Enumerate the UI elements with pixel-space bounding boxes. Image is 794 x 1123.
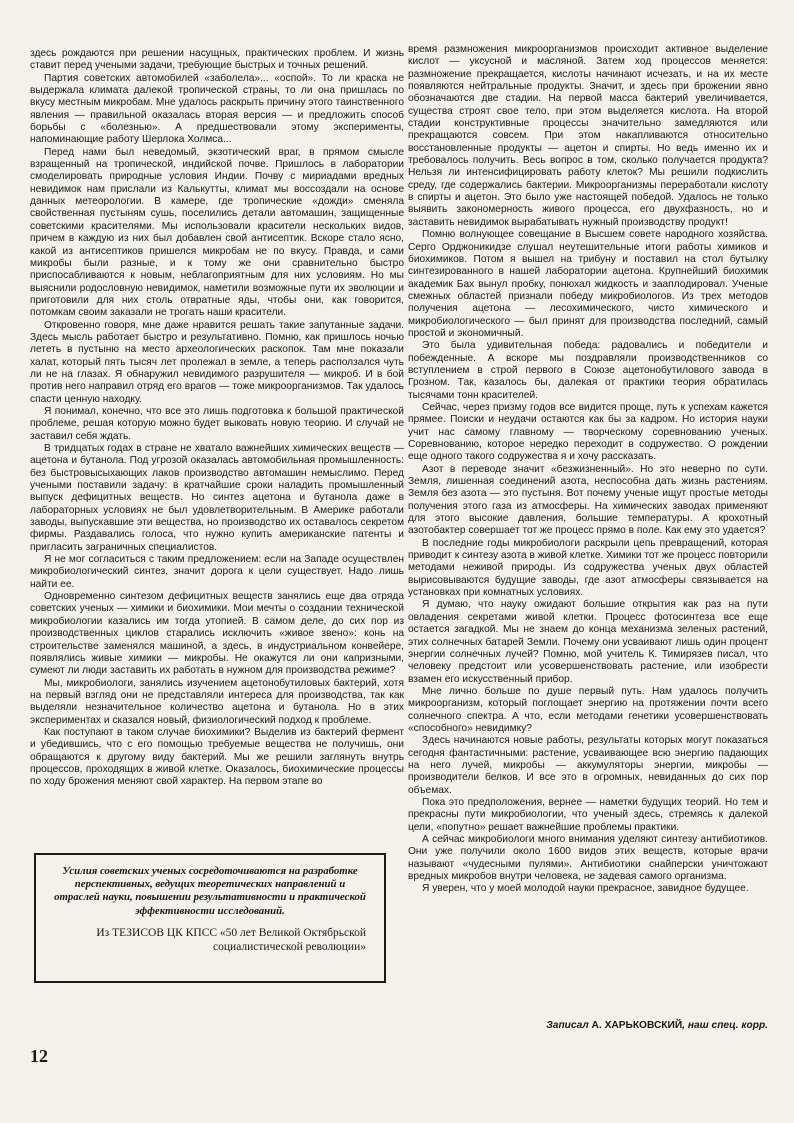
paragraph: Мне лично больше по душе первый путь. Нам удалось получить микроорганизм, который поглощает энергию на протяжении почти всего солнечного спектра. А что, если методами генетики усовершенствовать «способного» невидимку? [408, 685, 768, 734]
paragraph: Одновременно синтезом дефицитных веществ занялись еще два отряда советских ученых — химики и биохимики. Мои мечты о создании технической микробиологии казались им тогда утопией. В самом деле, до сих пор из производственных циклов старались исключить «живое звено»: конь на строительстве заменялся машиной, а здесь, в индустриальном конвейере, появлялись живые химики — микробы. Не окажутся ли они капризными, сумеют ли люди заставить их работать в нужном для производства режиме? [30, 591, 404, 677]
credit-name: А. ХАРЬКОВСКИЙ [591, 1020, 683, 1031]
quote-source: Из ТЕЗИСОВ ЦК КПСС «50 лет Великой Октябрьской социалистической революции» [96, 926, 366, 953]
paragraph: время размножения микроорганизмов происходит активное выделение кислот — уксусной и масляной. Затем ход процессов меняется: размножение прекращается, кислоты начинают исчезать, и на их месте появляются нейтральные продукты. Значит, и здесь при брожении явно обозначаются две стадии. На первой масса бактерий увеличивается, существа строят свое тело, при этом выделяется кислота. На второй стадии конструктивные процессы значительно замедляются или прекращаются совсем. При этом накапливаются относительно восстановленные продукты — ацетон и спирты. Но ведь именно их и требовалось получить. Весь вопрос в том, сколько получается продукта? Нельзя ли интенсифицировать работу клеток? Мы решили подкислить среду, где содержались бактерии. Микроорганизмы переработали кислоту в спирты и ацетон. Это было уже настоящей победой. Удалось не только выявить закономерность живого процесса, его двухфазность, но и заставить невидимок вырабатывать нужный производству продукт! [408, 44, 768, 228]
credit-suffix: , наш спец. корр. [682, 1020, 768, 1031]
paragraph: Здесь начинаются новые работы, результаты которых могут показаться сегодня фантастичными: растение, усваивающее всю энергию падающих на него лучей, микробы — аккумуляторы энергии, микробы — производители белков. И все это в огромных, невиданных до сих пор объемах. [408, 735, 768, 796]
paragraph: А сейчас микробиологи много внимания уделяют синтезу антибиотиков. Они уже получили около 1600 видов этих веществ, которые врачи называют «чудесными пулями». Антибиотики снайперски уничтожают вредных микробов внутри человека, не задевая самого организма. [408, 834, 768, 883]
quote-box [34, 853, 386, 983]
paragraph: Откровенно говоря, мне даже нравится решать такие запутанные задачи. Здесь мысль работает быстро и результативно. Помню, как пришлось ночью лететь в пустыню на место археологических раскопок. Там мне показали халат, который пять тысяч лет пролежал в земле, а теперь расползался чуть ли не на глазах. Я обнаружил невидимого разрушителя — микроб. И в бой против него направил отряд его врагов — тоже микроорганизмов. Так удалось спасти ценную находку. [30, 319, 404, 405]
paragraph: здесь рождаются при решении насущных, практических проблем. И жизнь ставит перед учеными задачи, требующие быстрых и точных решений. [30, 48, 404, 72]
paragraph: Я думаю, что науку ожидают большие открытия как раз на пути овладения секретами живой клетки. Процесс фотосинтеза все еще остается загадкой. Мы не знаем до конца механизма зеленых растений, этих солнечных батарей Земли. Почему они усваивают лишь один процент энергии солнечных лучей? Помню, мой учитель К. Тимирязев писал, что человеку предстоит или усовершенствовать растение, или изобрести взамен его искусственный прибор. [408, 599, 768, 685]
paragraph: Сейчас, через призму годов все видится проще, путь к успехам кажется прямее. Поиски и неудачи остаются как бы за кадром. Но история науки учит нас самому главному — творческому соревнованию ученых. Соревнованию, которое нередко переходит в содружество. О рождении еще одного такого содружества я и хочу рассказать. [408, 401, 768, 463]
paragraph: Я уверен, что у моей молодой науки прекрасное, завидное будущее. [422, 883, 749, 895]
paragraph: Азот в переводе значит «безжизненный». Но это неверно по сути. Земля, лишенная соединений азота, неспособна дать жизнь растениям. Земля без азота — это пустыня. Вот почему ученые ищут простые методы получения этого газа из атмосферы. На химических заводах применяют для этого высокие давления, большие температуры. А крохотный азотобактер совершает тот же процесс прямо в поле. Как ему это удается? [408, 463, 768, 537]
paragraph: Я не мог согласиться с таким предложением: если на Западе осуществлен микробиологический синтез, значит дорога к цели существует. Надо лишь найти ее. [30, 554, 404, 590]
credit-prefix: Записал [546, 1020, 592, 1031]
paragraph: Помню волнующее совещание в Высшем совете народного хозяйства. Серго Орджоникидзе слушал неутешительные итоги работы химиков и биохимиков. Потом я вышел на трибуну и поставил на стол бутылку синтезированного в нашей лаборатории ацетона. Крупнейший биохимик академик Бах вынул пробку, понюхал жидкость и зааплодировал. Ученые смежных областей признали победу микробиологов. Из трех методов получения ацетона — лесохимического, чисто химического и микробиологического — был принят для производства последний, самый простой и экономичный. [408, 229, 768, 339]
paragraph: В последние годы микробиологи раскрыли цепь превращений, которая приводит к синтезу азота в живой клетке. Химики тот же процесс повторили методами неживой природы. Из содружества ученых двух областей вырисовываются будущие заводы, где азот атмосферы связывается на установках при комнатных условиях. [408, 537, 768, 599]
left-column [30, 48, 404, 789]
paragraph: Я понимал, конечно, что все это лишь подготовка к большой практической проблеме, решая которую можно будет выковать новую теорию. И случай не заставил себя ждать. [30, 405, 404, 442]
paragraph: Это была удивительная победа: радовались и победители и побежденные. А вскоре мы поздравляли производственников со вступлением в строй первого в Союзе ацетонобутилового завода в Грозном. Так, казалось бы, далекая от практики теория обратилась тысячами тонн красителей. [408, 340, 768, 401]
paragraph: Перед нами был неведомый, экзотический враг, в прямом смысле взращенный на тропической, индийской почве. Пришлось в лаборатории смоделировать природные условия Индии. Почву с мириадами вредных невидимок нам прислали из Калькутты, климат мы воссоздали на основе данных метеорологии. В камере, где тропические «дожди» сменяла свойственная пустыням сушь, поселились детали автомашин, защищенные советскими красителями. Мы использовали красители нескольких видов, причем в каждую из них был добавлен свой антисептик. Вскоре стало ясно, какой из антисептиков пришелся микробам не по вкусу. Правда, и сами микробы были разные, и к тому же они сравнительно быстро приспосабливаются к новым, неблагоприятным для них условиям. Но мы выяснили родословную невидимок, наметили возможные пути их эволюции и приготовили для них столь отвратные яды, чтобы они, как говорится, потомкам своим заказали не трогать наши красители. [30, 146, 404, 319]
page-number: 12 [30, 1046, 48, 1066]
paragraph: Мы, микробиологи, занялись изучением ацетонобутиловых бактерий, хотя на первый взгляд они не представляли интереса для производства, так как выделяли незначительное количество ацетона и бутанола. Но в этих экспериментах и сказался новый, физиологический подход к проблеме. [30, 677, 404, 726]
paragraph: Партия советских автомобилей «заболела»... «оспой». То ли краска не выдержала климата далекой тропической страны, то ли она пришлась по вкусу местным микробам. Мне удалось раскрыть причину этого таинственного явления — правильной оказалась вторая версия — и предложить способ борьбы с «болезнью». А предшествовали этому эксперименты, напоминающие работу Шерлока Холмса... [30, 72, 404, 146]
paragraph: Пока это предположения, вернее — наметки будущих теорий. Но тем и прекрасны пути микробиологии, что ученый здесь, стремясь к далекой цели, «попутно» решает важнейшие проблемы практики. [408, 796, 768, 833]
quote-text: Усилия советских ученых сосредоточиваются на разработке перспективных, ведущих теоретических направлений и отраслей науки, повышении результативности и практической эффективности исследований. [54, 865, 366, 917]
paragraph: В тридцатых годах в стране не хватало важнейших химических веществ — ацетона и бутанола. Под угрозой оказалась автомобильная промышленность: без быстровысыхающих лаков производство автомашин немыслимо. Перед учеными поставили задачу: в кратчайшие сроки наладить промышленный выпуск дефицитных веществ. Но синтез ацетона и бутанола даже в лабораторных условиях не был удовлетворительным. В Америке работали заводы, выпускавшие эти вещества, но производство их оставалось секретом фирмы. Раздавались голоса, что нужно купить американские патенты и пригласить заграничных специалистов. [30, 443, 404, 553]
paragraph: Как поступают в таком случае биохимики? Выделив из бактерий фермент и убедившись, что с его помощью требуемые вещества не получишь, они обращаются к другому виду бактерий. Мы же решили заглянуть внутрь процессов, проходящих в живой клетке. Оказалось, биохимические процессы по ходу брожения меняют свой характер. На первом этапе во [30, 726, 404, 788]
right-column [408, 44, 768, 896]
author-credit [408, 1020, 768, 1031]
